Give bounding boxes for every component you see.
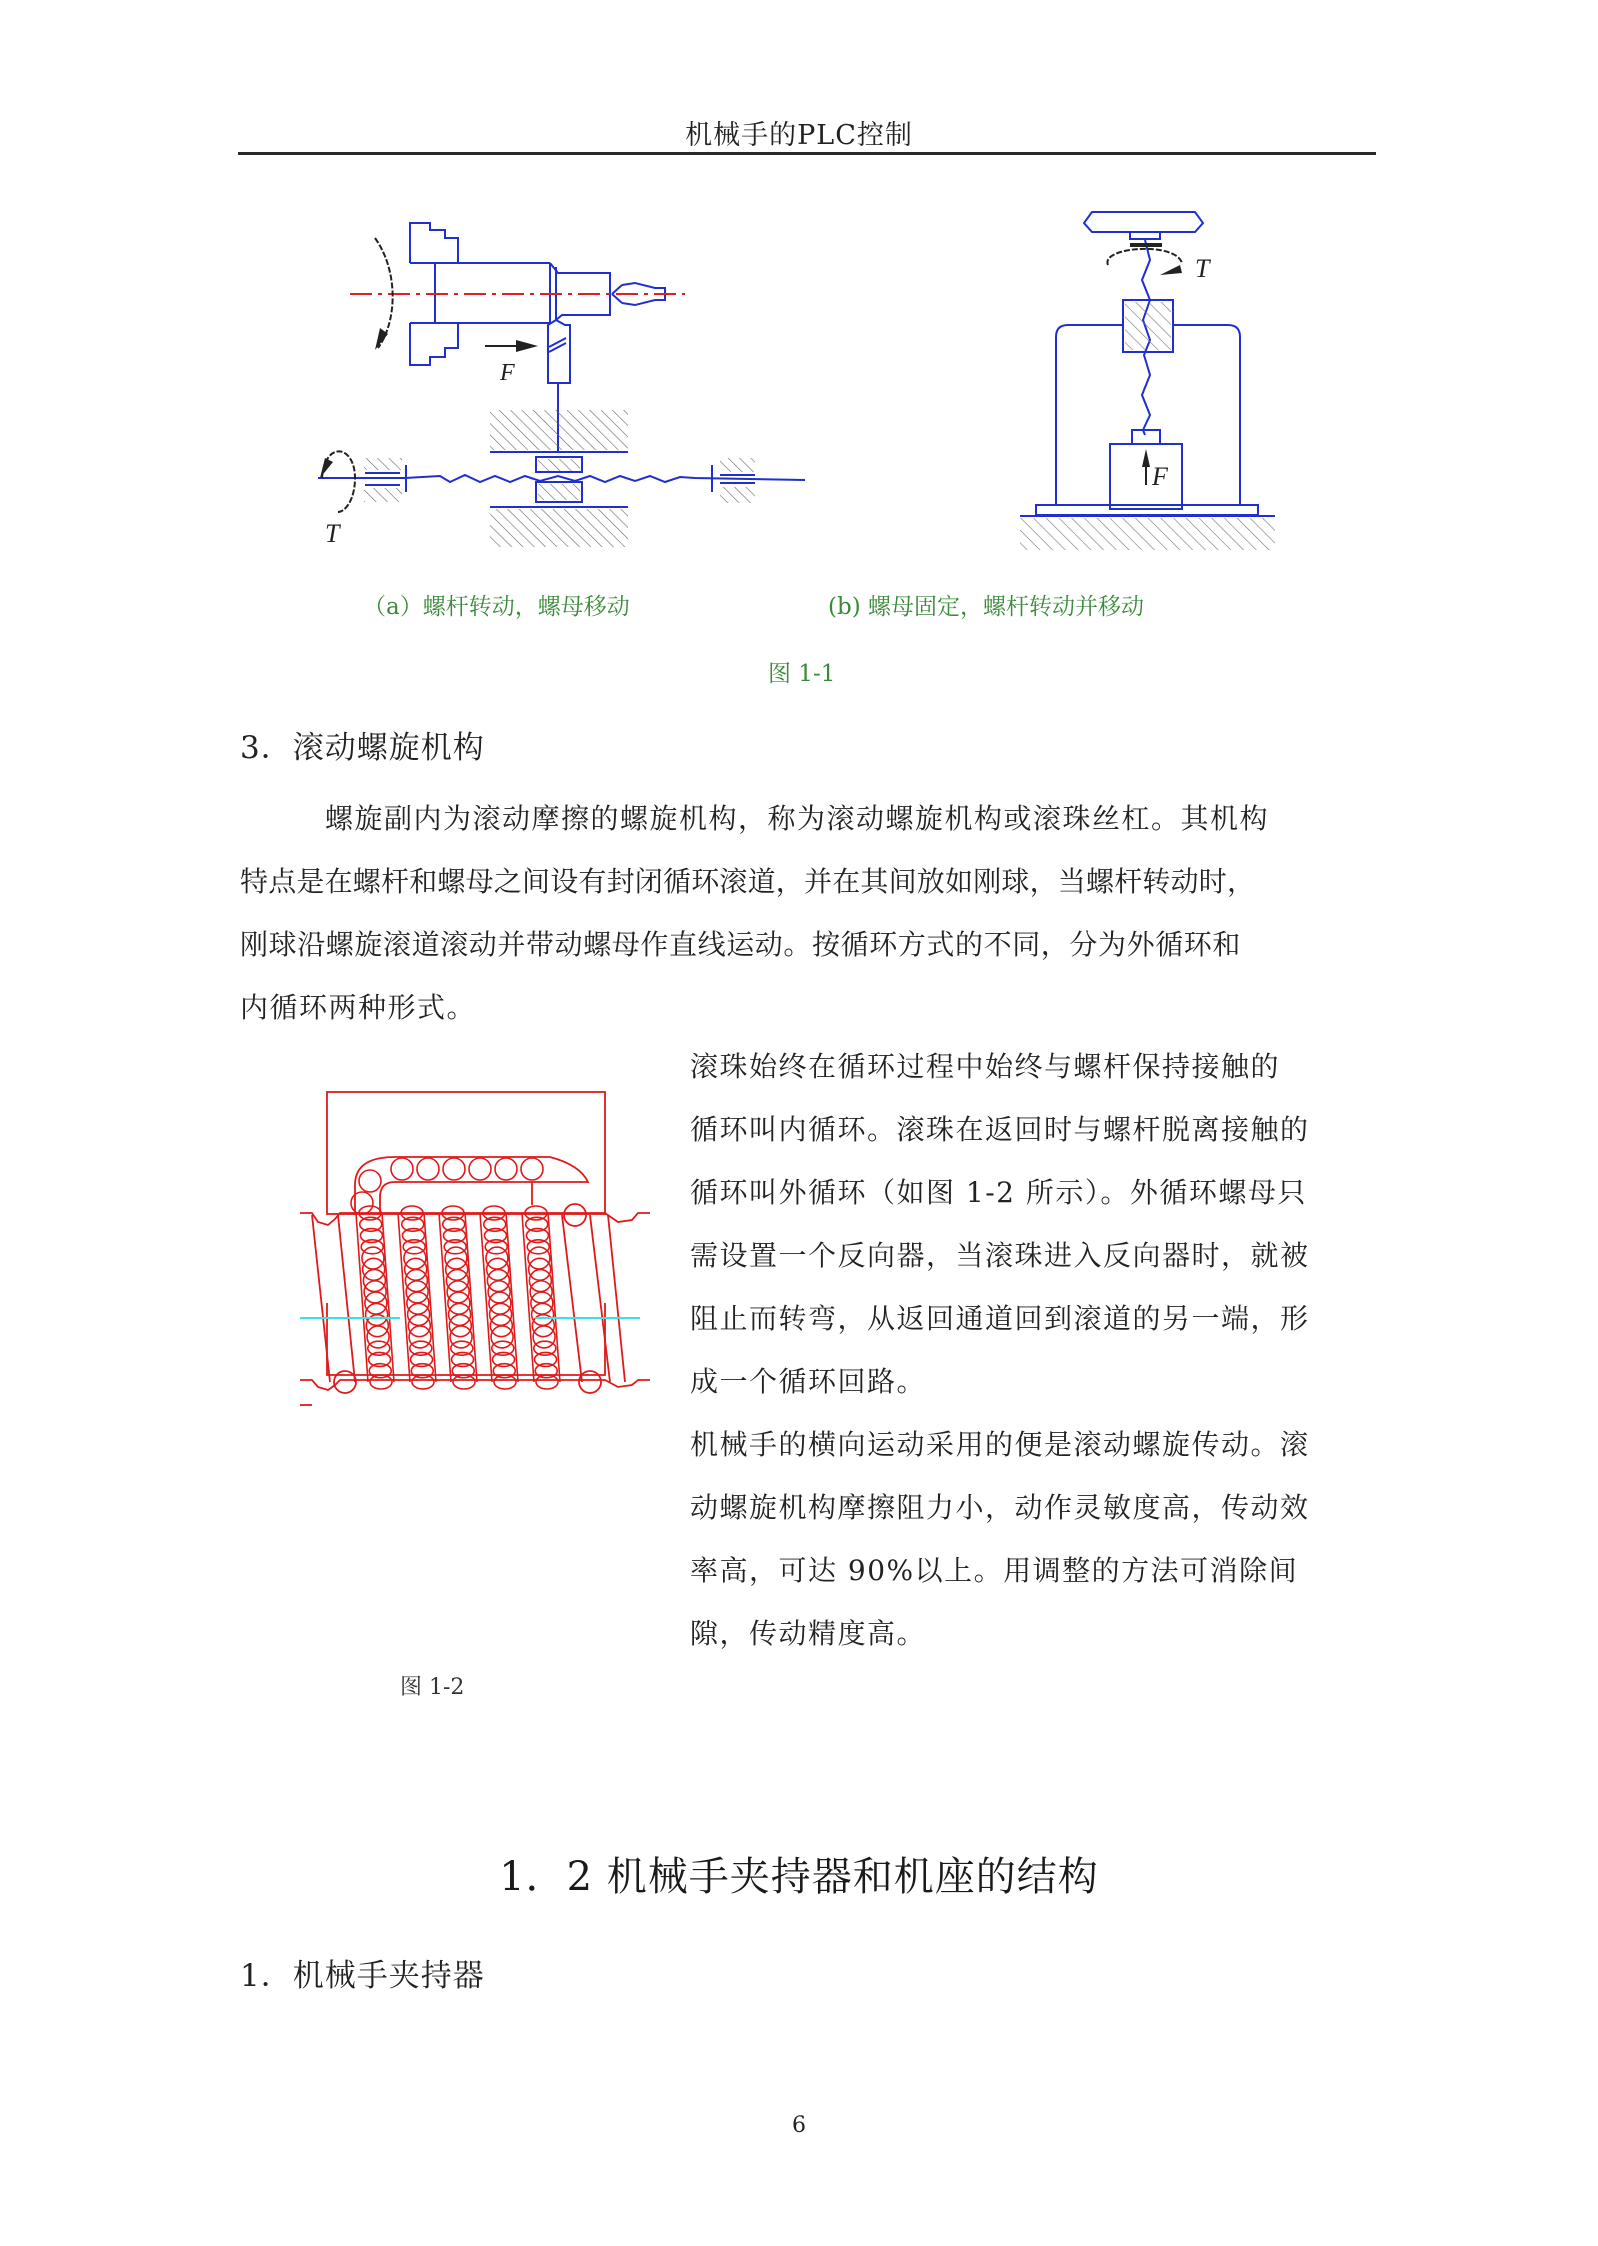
return-ball bbox=[391, 1158, 413, 1180]
return-ball bbox=[521, 1158, 543, 1180]
paragraph-line: 特点是在螺杆和螺母之间设有封闭循环滚道，并在其间放如刚球，当螺杆转动时， bbox=[240, 865, 1256, 898]
paragraph-line: 刚球沿螺旋滚道滚动并带动螺母作直线运动。按循环方式的不同，分为外循环和 bbox=[240, 928, 1242, 961]
return-ball bbox=[359, 1170, 381, 1192]
side-text-line: 阻止而转弯，从返回通道回到滚道的另一端，形 bbox=[690, 1302, 1310, 1335]
return-ball bbox=[417, 1158, 439, 1180]
side-text-line: 隙，传动精度高。 bbox=[690, 1617, 927, 1650]
return-ball bbox=[495, 1158, 517, 1180]
figure-1-1b-diagram bbox=[1000, 205, 1300, 565]
force-arrow-icon bbox=[516, 340, 538, 352]
chuck-lower-jaw bbox=[410, 323, 458, 365]
side-text-line: 循环叫外循环（如图 1-2 所示）。外循环螺母只 bbox=[690, 1176, 1307, 1209]
chapter-section-heading: 1．2 机械手夹持器和机座的结构 bbox=[499, 1854, 1099, 1900]
torque-label: T bbox=[1195, 254, 1210, 283]
force-label: F bbox=[500, 360, 515, 386]
figure-1-1a-diagram bbox=[300, 200, 840, 570]
force-arrow-icon bbox=[1142, 449, 1150, 467]
side-text-line: 循环叫内循环。滚珠在返回时与螺杆脱离接触的 bbox=[690, 1113, 1310, 1146]
lead-screw bbox=[318, 475, 805, 482]
running-header-title: 机械手的PLC控制 bbox=[685, 120, 913, 151]
page-number: 6 bbox=[792, 2113, 806, 2138]
section-heading: 3．滚动螺旋机构 bbox=[240, 730, 485, 766]
figure-1-2-label: 图 1-2 bbox=[400, 1675, 465, 1700]
chuck-upper-jaw bbox=[410, 223, 458, 263]
paragraph-line: 螺旋副内为滚动摩擦的螺旋机构，称为滚动螺旋机构或滚珠丝杠。其机构 bbox=[325, 802, 1270, 835]
figure-1-1-label: 图 1-1 bbox=[768, 661, 836, 687]
side-text-line: 需设置一个反向器，当滚珠进入反向器时，就被 bbox=[690, 1239, 1310, 1272]
subsection-heading: 1．机械手夹持器 bbox=[240, 1958, 485, 1994]
torque-arrow-icon bbox=[1107, 249, 1182, 265]
torque-label: T bbox=[325, 519, 340, 548]
side-text-line: 滚珠始终在循环过程中始终与螺杆保持接触的 bbox=[690, 1050, 1281, 1083]
figure-1-2-diagram bbox=[300, 1085, 650, 1415]
return-ball bbox=[443, 1158, 465, 1180]
side-text-line: 动螺旋机构摩擦阻力小，动作灵敏度高，传动效 bbox=[690, 1491, 1310, 1524]
return-ball bbox=[469, 1158, 491, 1180]
side-text-line: 率高，可达 90%以上。用调整的方法可消除间 bbox=[690, 1554, 1299, 1587]
figure-1-1a-caption: （a）螺杆转动，螺母移动 bbox=[363, 594, 630, 620]
side-text-line: 成一个循环回路。 bbox=[690, 1365, 927, 1398]
figure-1-1b-caption: (b) 螺母固定，螺杆转动并移动 bbox=[828, 594, 1144, 620]
force-label: F bbox=[1152, 462, 1168, 491]
paragraph-line: 内循环两种形式。 bbox=[240, 991, 477, 1024]
handwheel bbox=[1084, 212, 1203, 232]
header-rule bbox=[238, 152, 1376, 155]
side-text-line: 机械手的横向运动采用的便是滚动螺旋传动。滚 bbox=[690, 1428, 1310, 1461]
